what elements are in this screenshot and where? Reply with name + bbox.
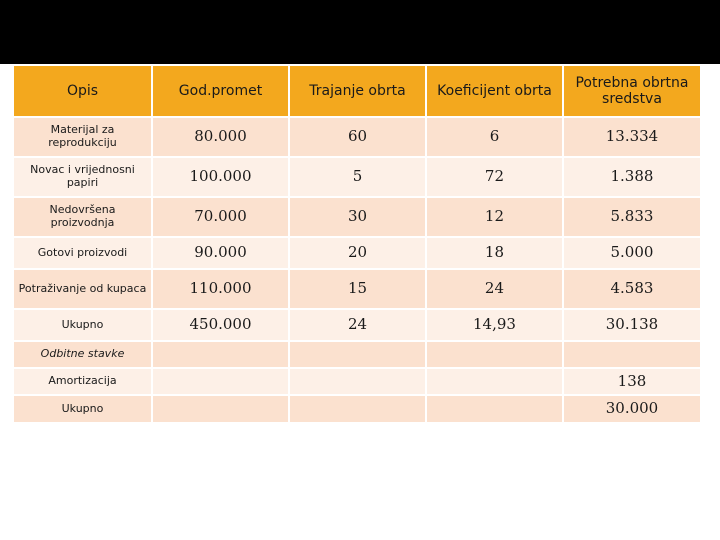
header-row: [14, 66, 700, 116]
cell-koeficijent: 14,93: [427, 310, 562, 340]
final-total-row: [14, 396, 700, 422]
cell-koeficijent: 72: [427, 158, 562, 196]
deductions-row: [14, 342, 700, 367]
row-label: Potraživanje od kupaca: [14, 270, 151, 308]
cell-promet: 80.000: [153, 118, 288, 156]
cell-koeficijent: 12: [427, 198, 562, 236]
cell-trajanje: 60: [290, 118, 425, 156]
cell-koeficijent: 24: [427, 270, 562, 308]
empty-cell: [290, 369, 425, 394]
row-label: Novac i vrijednosni papiri: [14, 158, 151, 196]
amortization-row: [14, 369, 700, 394]
cell-promet: 110.000: [153, 270, 288, 308]
title-band: [0, 0, 720, 64]
cell-koeficijent: 6: [427, 118, 562, 156]
header-god-promet: God.promet: [153, 66, 288, 116]
row-label: Gotovi proizvodi: [14, 238, 151, 268]
empty-cell: [153, 369, 288, 394]
empty-cell: [290, 396, 425, 422]
cell-potrebna: 30.000: [564, 396, 700, 422]
row-label: Ukupno: [14, 396, 151, 422]
row-label: Odbitne stavke: [14, 342, 151, 367]
cell-trajanje: 24: [290, 310, 425, 340]
cell-potrebna: 30.138: [564, 310, 700, 340]
empty-cell: [153, 342, 288, 367]
cell-potrebna: 13.334: [564, 118, 700, 156]
cell-promet: 90.000: [153, 238, 288, 268]
table-row: [14, 198, 700, 236]
empty-cell: [153, 396, 288, 422]
cell-koeficijent: 18: [427, 238, 562, 268]
cell-trajanje: 30: [290, 198, 425, 236]
empty-cell: [427, 342, 562, 367]
row-label: Materijal za reprodukciju: [14, 118, 151, 156]
cell-potrebna: 5.833: [564, 198, 700, 236]
empty-cell: [564, 342, 700, 367]
header-trajanje-obrta: Trajanje obrta: [290, 66, 425, 116]
table-row: [14, 118, 700, 156]
cell-trajanje: 20: [290, 238, 425, 268]
cell-promet: 450.000: [153, 310, 288, 340]
row-label: Amortizacija: [14, 369, 151, 394]
cell-potrebna: 1.388: [564, 158, 700, 196]
table-row: [14, 270, 700, 308]
cell-promet: 70.000: [153, 198, 288, 236]
table-row: [14, 158, 700, 196]
total-row: [14, 310, 700, 340]
cell-trajanje: 15: [290, 270, 425, 308]
cell-promet: 100.000: [153, 158, 288, 196]
table-row: [14, 238, 700, 268]
header-opis: Opis: [14, 66, 151, 116]
empty-cell: [427, 369, 562, 394]
cell-potrebna: 138: [564, 369, 700, 394]
empty-cell: [427, 396, 562, 422]
cell-trajanje: 5: [290, 158, 425, 196]
empty-cell: [290, 342, 425, 367]
header-koeficijent-obrta: Koeficijent obrta: [427, 66, 562, 116]
header-potrebna-sredstva: Potrebna obrtna sredstva: [564, 66, 700, 116]
row-label: Nedovršena proizvodnja: [14, 198, 151, 236]
cell-potrebna: 5.000: [564, 238, 700, 268]
row-label: Ukupno: [14, 310, 151, 340]
working-capital-table: [12, 64, 702, 424]
cell-potrebna: 4.583: [564, 270, 700, 308]
